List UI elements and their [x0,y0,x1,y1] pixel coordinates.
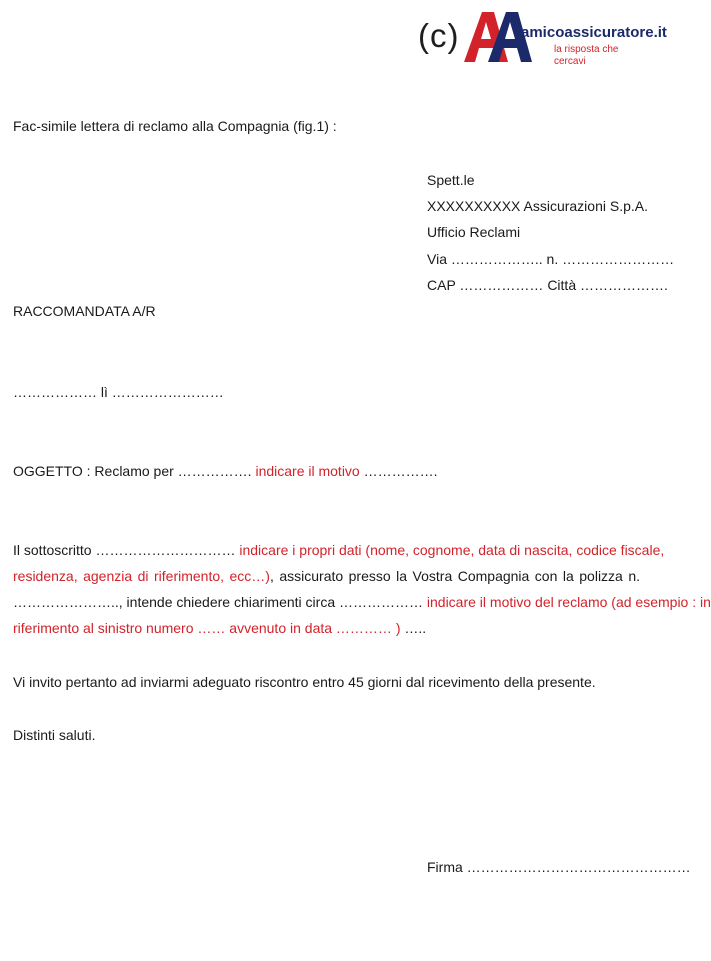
recipient-line: Via ……………….. n. …………………… [427,251,675,267]
body-line [13,563,640,589]
body-text: Il sottoscritto ………………………… [13,542,240,558]
body-placeholder: indicare il motivo del reclamo (ad esempio : in [426,594,711,610]
brand-name: amicoassicuratore.it [521,24,667,41]
closing-text: Distinti saluti. [13,727,96,743]
copyright-mark: (c) [418,17,460,54]
body-text: ………………….., intende chiedere chiarimenti circa ……………… [13,594,427,610]
subject-line [13,462,438,480]
mail-type: RACCOMANDATA A/R [13,303,156,319]
recipient-line: CAP ……………… Città ………………. [427,277,668,293]
body-line [13,589,711,615]
body-text: , assicurato presso la Vostra Compagnia con la polizza n. [269,568,640,584]
recipient-line: XXXXXXXXXX Assicurazioni S.p.A. [427,198,648,214]
brand-logo[interactable] [418,10,667,67]
body-line [13,615,640,641]
body-placeholder: residenza, agenzia di riferimento, ecc…) [13,568,270,584]
subject-placeholder: indicare il motivo [255,463,360,479]
body-placeholder: indicare i propri dati (nome, cognome, data di nascita, codice fiscale, [239,542,665,558]
body-line [13,537,665,563]
recipient-line: Ufficio Reclami [427,224,521,240]
signature-line: Firma ………………………………………… [427,859,691,875]
subject-suffix: ……………. [359,463,438,479]
place-date: ……………… lì …………………… [13,384,224,400]
brand-tagline: la risposta che cercavi [554,44,619,67]
intro-text: Fac-simile lettera di reclamo alla Compagnia (fig.1) : [13,118,337,134]
body-placeholder: riferimento al sinistro numero …… avvenuto in data ………… ) [13,620,401,636]
request-text: Vi invito pertanto ad inviarmi adeguato riscontro entro 45 giorni dal ricevimento della presente. [13,674,596,690]
body-text: ….. [400,620,427,636]
recipient-line: Spett.le [427,172,475,188]
subject-prefix: OGGETTO : Reclamo per ……………. [13,463,256,479]
body-paragraph [13,537,711,641]
